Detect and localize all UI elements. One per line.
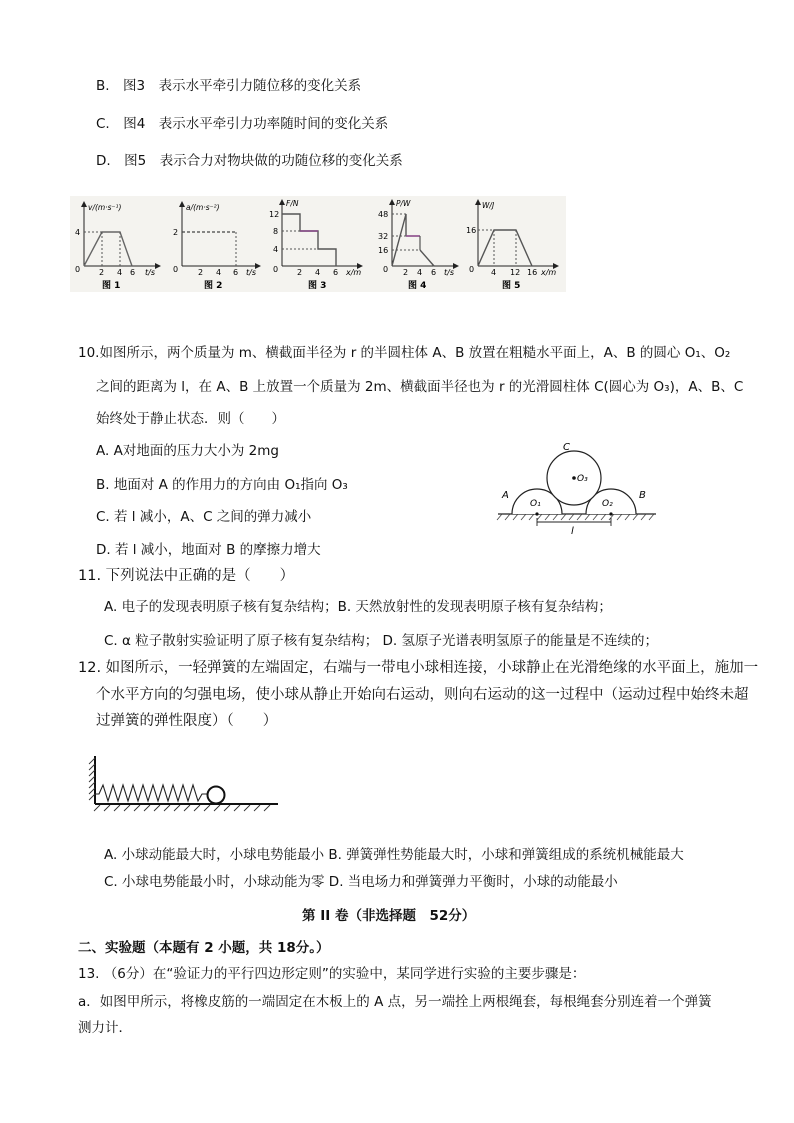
label-a: A <box>502 490 509 501</box>
spring <box>95 785 208 801</box>
graph-4-xtick-1: 2 <box>403 268 409 277</box>
graph-2-ylabel: a/(m·s⁻²) <box>186 203 220 212</box>
graph-3-ylabel: F/N <box>286 199 299 208</box>
experiment-part-heading: 二、实验题（本题有 2 小题，共 18分。） <box>78 940 330 956</box>
graph-2-xtick-3: 6 <box>233 268 239 277</box>
graph-5-xtick-3: 16 <box>527 268 538 277</box>
q10-stem-line3: 始终处于静止状态．则（ ） <box>96 411 285 427</box>
graph-4-curve <box>392 214 406 266</box>
label-o1: O₁ <box>530 499 541 509</box>
graph-1-caption: 图 1 <box>102 281 121 291</box>
graph-2-ytick: 2 <box>173 228 179 237</box>
charged-ball <box>208 787 225 804</box>
graph-1-curve <box>84 232 132 266</box>
q13-step-a-line2: 测力计． <box>78 1020 132 1036</box>
graph-2 <box>173 202 260 291</box>
q11-stem: 11. 下列说法中正确的是（ ） <box>78 568 295 584</box>
graph-3-xlabel: x/m <box>346 268 362 277</box>
graph-5-curve <box>478 230 532 266</box>
graph-2-origin: 0 <box>173 265 179 274</box>
graph-3-caption: 图 3 <box>308 281 327 291</box>
q9-graphs-svg <box>70 196 566 292</box>
graph-1 <box>75 202 160 291</box>
q10-option-d: D. 若 l 减小，地面对 B 的摩擦力增大 <box>96 542 321 558</box>
graph-4-caption: 图 4 <box>408 281 427 291</box>
graph-5-caption: 图 5 <box>502 281 521 291</box>
q13-step-a-line1: a．如图甲所示，将橡皮筋的一端固定在木板上的 A 点，另一端拴上两根绳套，每根绳套分别连着一个弹簧 <box>78 994 712 1010</box>
graph-3 <box>269 199 362 291</box>
graph-1-xtick-1: 2 <box>99 268 105 277</box>
graph-4-ytick-1: 48 <box>378 210 389 219</box>
label-b: B <box>639 490 646 501</box>
graph-3-ytick-1: 12 <box>269 210 280 219</box>
graph-5-xtick-1: 4 <box>491 268 497 277</box>
graph-5-ytick: 16 <box>466 226 477 235</box>
graph-5-xtick-2: 12 <box>510 268 521 277</box>
q9-option-c: C. 图4 表示水平牵引力功率随时间的变化关系 <box>96 116 389 132</box>
graph-5-xlabel: x/m <box>541 268 557 277</box>
graph-1-origin: 0 <box>75 265 81 274</box>
graph-4-origin: 0 <box>383 265 389 274</box>
q11-options-cd: C. α 粒子散射实验证明了原子核有复杂结构； D. 氢原子光谱表明氢原子的能量是不连续的； <box>104 633 658 649</box>
graph-2-xtick-1: 2 <box>198 268 204 277</box>
q9-graph-strip <box>70 196 566 292</box>
label-c: C <box>563 442 570 453</box>
q10-stem-line1: 10.如图所示，两个质量为 m、横截面半径为 r 的半圆柱体 A、B 放置在粗糙水平面上，A、B 的圆心 O₁、O₂ <box>78 345 731 361</box>
graph-5-origin: 0 <box>469 265 475 274</box>
graph-2-caption: 图 2 <box>204 281 223 291</box>
graph-3-xtick-3: 6 <box>333 268 339 277</box>
label-o3: O₃ <box>577 474 588 484</box>
graph-4-ytick-2: 32 <box>378 232 389 241</box>
graph-4 <box>378 199 458 291</box>
graph-1-xtick-3: 6 <box>130 268 136 277</box>
graph-3-xtick-1: 2 <box>297 268 303 277</box>
graph-5 <box>466 200 558 291</box>
q12-stem-line2: 个水平方向的匀强电场，使小球从静止开始向右运动，则向右运动的这一过程中（运动过程中始终未超 <box>96 687 749 703</box>
graph-4-ylabel: P/W <box>396 199 411 208</box>
graph-5-ylabel: W/J <box>482 201 495 210</box>
section-2-heading: 第 II 卷（非选择题 52分） <box>302 908 476 924</box>
q9-option-b: B. 图3 表示水平牵引力随位移的变化关系 <box>96 78 362 94</box>
q9-option-d: D. 图5 表示合力对物块做的功随位移的变化关系 <box>96 153 403 169</box>
q10-cylinders-figure <box>492 434 662 536</box>
label-o2: O₂ <box>602 499 613 509</box>
graph-3-curve <box>282 214 336 266</box>
q12-stem-line3: 过弹簧的弹性限度）（ ） <box>96 713 278 729</box>
q12-spring-figure <box>82 752 282 812</box>
graph-2-xtick-2: 4 <box>216 268 222 277</box>
q12-options-cd: C. 小球电势能最小时，小球动能为零 D. 当电场力和弹簧弹力平衡时，小球的动能最小 <box>104 874 618 890</box>
graph-4-xtick-3: 6 <box>431 268 437 277</box>
q12-options-ab: A. 小球动能最大时，小球电势能最小 B. 弹簧弹性势能最大时，小球和弹簧组成的系统机械能最大 <box>104 847 684 863</box>
graph-2-xlabel: t/s <box>246 268 256 277</box>
ground-hatching <box>497 514 654 520</box>
graph-4-ytick-3: 16 <box>378 246 389 255</box>
graph-3-ytick-3: 4 <box>273 245 279 254</box>
q10-option-a: A. A对地面的压力大小为 2mg <box>96 443 279 459</box>
graph-3-xtick-2: 4 <box>315 268 321 277</box>
graph-1-ylabel: v/(m·s⁻¹) <box>88 203 122 212</box>
graph-3-origin: 0 <box>273 265 279 274</box>
graph-4-xtick-2: 4 <box>417 268 423 277</box>
q12-stem-line1: 12. 如图所示，一轻弹簧的左端固定，右端与一带电小球相连接，小球静止在光滑绝缘的水平面上，施加一 <box>78 660 759 676</box>
q10-stem-line2: 之间的距离为 l，在 A、B 上放置一个质量为 2m、横截面半径也为 r 的光滑圆柱体 C(圆心为 O₃)，A、B、C <box>96 379 744 395</box>
label-l: l <box>571 526 574 536</box>
graph-1-ytick: 4 <box>75 228 81 237</box>
graph-1-xtick-2: 4 <box>117 268 123 277</box>
q10-option-c: C. 若 l 减小，A、C 之间的弹力减小 <box>96 509 312 525</box>
q10-option-b: B. 地面对 A 的作用力的方向由 O₁指向 O₃ <box>96 477 348 493</box>
graph-3-ytick-2: 8 <box>273 227 279 236</box>
graph-1-xlabel: t/s <box>145 268 155 277</box>
graph-4-xlabel: t/s <box>444 268 454 277</box>
floor-hatching <box>94 805 270 811</box>
q13-stem: 13. （6分）在“验证力的平行四边形定则”的实验中，某同学进行实验的主要步骤是： <box>78 966 586 982</box>
q11-options-ab: A. 电子的发现表明原子核有复杂结构；B. 天然放射性的发现表明原子核有复杂结构； <box>104 599 612 615</box>
